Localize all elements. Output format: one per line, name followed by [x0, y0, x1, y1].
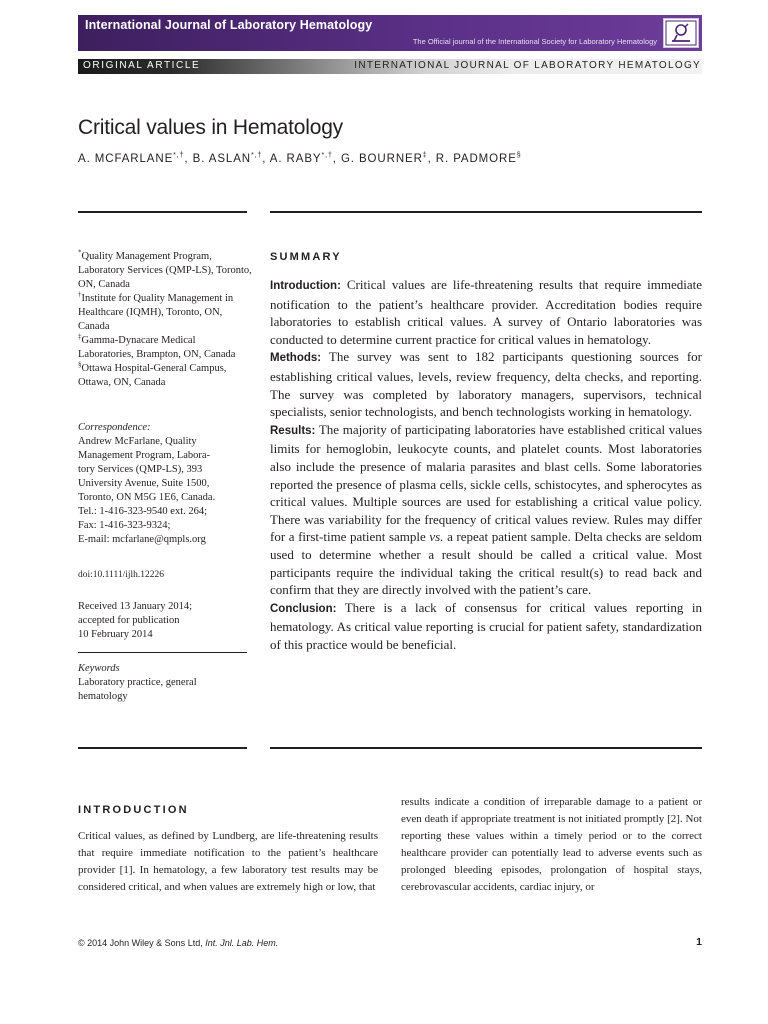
correspondence-line: Management Program, Labora- [78, 450, 211, 461]
date-line: 10 February 2014 [78, 629, 153, 640]
author-name: G. BOURNER [340, 153, 423, 165]
body-column-right: results indicate a condition of irreparable damage to a patient or even death if appropriate treatment is not initiated promptly [2]. Not reporting these values within a timely period or to the correct healthcare provider can potentially lead to adverse events such as prolonged bleeding episodes, prolongation of hospital stays, cerebrovascular accidents, cardiac injury, or [401, 796, 702, 893]
author-affiliation-mark: *,† [173, 152, 185, 160]
article-dates [78, 600, 253, 642]
summary-conclusion: Conclusion: There is a lack of consensus for critical values reporting in hematology. As critical value reporting is crucial for patient safety, standardization of this practice would be beneficial. [270, 599, 703, 652]
journal-banner [78, 15, 702, 51]
journal-subtitle: The Official journal of the International Society for Laboratory Hematology [412, 37, 657, 46]
introduction-heading: INTRODUCTION [78, 804, 189, 816]
author-affiliation-mark: ‡ [422, 152, 428, 160]
correspondence [78, 421, 253, 547]
author-name: A. RABY [269, 153, 322, 165]
copyright-footer [78, 938, 278, 948]
summary-heading: SUMMARY [270, 251, 342, 263]
journal-abbreviation: Int. Jnl. Lab. Hem. [205, 938, 279, 948]
summary-body [270, 276, 702, 653]
journal-title: International Journal of Laboratory Hematology [85, 18, 373, 32]
article-header-strip [78, 59, 702, 74]
affiliation: §Ottawa Hospital-General Campus, Ottawa, ON, Canada [78, 360, 227, 388]
summary-methods: Methods: The survey was sent to 182 participants questioning sources for establishing critical values, levels, review frequency, delta checks, and reporting. The survey was completed by laboratory managers, supervisors, technical specialists, senior technologists, and bench technologists working in hematology. [270, 349, 702, 420]
author-name: B. ASLAN [192, 153, 251, 165]
author-affiliation-mark: *,† [250, 152, 263, 160]
body-column-left: Critical values, as defined by Lundberg, are life-threatening results that require immediate notification to the patient’s healthcare provider [1]. In hematology, a few laboratory test results may be considered critical, and when values are extremely high or low, that [78, 830, 378, 893]
affiliation: *Quality Management Program, Laboratory Services (QMP-LS), Toronto, ON, Canada [78, 248, 252, 290]
author-name: R. PADMORE [435, 153, 517, 165]
keywords-divider [78, 652, 247, 653]
keywords-text: Laboratory practice, general hematology [78, 677, 197, 702]
correspondence-line: Tel.: 1-416-323-9540 ext. 264; [78, 506, 208, 517]
correspondence-label: Correspondence: [78, 422, 151, 433]
correspondence-email[interactable]: E-mail: mcfarlane@qmpls.org [78, 534, 206, 545]
author-affiliation-mark: *,† [321, 152, 333, 160]
affiliation: ‡Gamma-Dynacare Medical Laboratories, Brampton, ON, Canada [78, 332, 236, 360]
summary-bottom-rule [270, 747, 702, 749]
correspondence-line: Fax: 1-416-323-9324; [78, 520, 171, 531]
summary-introduction: Introduction: Critical values are life-threatening results that require immediate notification to the patient’s healthcare provider. Accreditation bodies require laboratories to establish critical values. A survey of Ontario laboratories was conducted to determine current practice for critical values in hematology. [270, 277, 703, 347]
author-affiliation-mark: § [516, 152, 522, 160]
sidebar-bottom-rule [78, 747, 247, 749]
date-line: Received 13 January 2014; [78, 601, 193, 612]
article-title: Critical values in Hematology [78, 116, 343, 139]
article-type-label: ORIGINAL ARTICLE [83, 60, 201, 71]
summary-top-rule [270, 211, 702, 213]
author-list: A. MCFARLANE*,†, B. ASLAN*,†, A. RABY*,†, G. BOURNER‡, R. PADMORE§ [78, 152, 522, 165]
date-line: accepted for publication [78, 615, 180, 626]
correspondence-line: Andrew McFarlane, Quality [78, 436, 197, 447]
affiliations [78, 250, 253, 390]
affiliation: †Institute for Quality Management in Healthcare (IQMH), Toronto, ON, Canada [78, 290, 234, 332]
doi[interactable]: doi:10.1111/ijlh.12226 [78, 570, 165, 580]
summary-results: Results: The majority of participating laboratories have established critical values limits for hemoglobin, leukocyte counts, and platelet counts. Most laboratories also include the presence of malaria parasites and blast cells. Some laboratories reported the presence of plasma cells, sickle cells, schistocytes, and spherocytes as critical values. Multiple sources are used for establishing a critical value policy. There was variability for the frequency of critical values review. Rules may differ for a first-time patient sample vs. a repeat patient sample. Delta checks are seldom used to determine whether a result should be called a critical value. Most participants require the individual taking the critical result(s) to read back and confirm that they are directly involved with the patient’s care. [270, 421, 703, 598]
correspondence-line: University Avenue, Suite 1500, [78, 478, 210, 489]
keywords-label: Keywords [78, 663, 120, 674]
correspondence-line: tory Services (QMP-LS), 393 [78, 464, 203, 475]
copyright-text: © 2014 John Wiley & Sons Ltd, [78, 938, 203, 948]
correspondence-line: Toronto, ON M5G 1E6, Canada. [78, 492, 216, 503]
microscope-logo-icon [663, 18, 699, 48]
keywords [78, 662, 238, 704]
sidebar-top-rule [78, 211, 247, 213]
journal-running-head: INTERNATIONAL JOURNAL OF LABORATORY HEMATOLOGY [354, 60, 701, 71]
page-number: 1 [696, 936, 702, 948]
author-name: A. MCFARLANE [78, 153, 174, 165]
